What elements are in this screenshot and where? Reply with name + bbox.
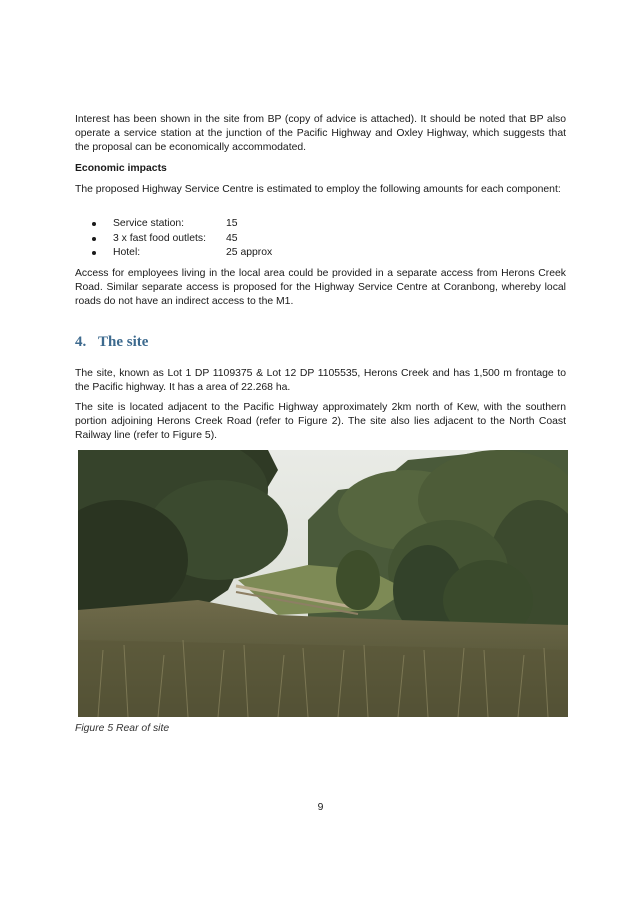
site-photo [78, 450, 568, 717]
section-number: 4. [75, 334, 87, 350]
figure-caption: Figure 5 Rear of site [75, 723, 170, 734]
list-item-label: Hotel: [113, 247, 141, 258]
bullet-icon [92, 237, 96, 241]
list-item-value: 25 approx [226, 247, 273, 258]
bullet-icon [92, 222, 96, 226]
site-paragraph-2: The site is located adjacent to the Pacific Highway approximately 2km north of Kew, with the southern portion adjoining Herons Creek Road (refer to Figure 2). The site also lies adjacent to the North Coast Railway line (refer to Figure 5). [75, 402, 566, 441]
page-number: 9 [317, 802, 324, 813]
section-heading [75, 334, 148, 351]
intro-paragraph: Interest has been shown in the site from BP (copy of advice is attached). It should be noted that BP also operate a service station at the junction of the Pacific Highway and Oxley Highway, which suggests that the proposal can be economically accommodated. [75, 114, 566, 153]
list-item-label: 3 x fast food outlets: [113, 232, 206, 244]
section-title: The site [98, 334, 149, 350]
economic-intro-paragraph: The proposed Highway Service Centre is estimated to employ the following amounts for each component: [75, 184, 561, 195]
bullet-icon [92, 251, 96, 255]
list-item-label: Service station: [113, 218, 185, 229]
economic-impacts-heading: Economic impacts [75, 163, 167, 174]
access-paragraph: Access for employees living in the local area could be provided in a separate access from Herons Creek Road. Similar separate access is proposed for the Highway Service Centre at Coranbong, whereby local roads do not have an indirect access to the M1. [75, 268, 566, 307]
site-paragraph-1: The site, known as Lot 1 DP 1109375 & Lot 12 DP 1105535, Herons Creek and has 1,500 m frontage to the Pacific highway. It has a area of 22.268 ha. [75, 368, 566, 393]
list-item-value: 45 [226, 232, 238, 244]
list-item-value: 15 [226, 218, 238, 229]
